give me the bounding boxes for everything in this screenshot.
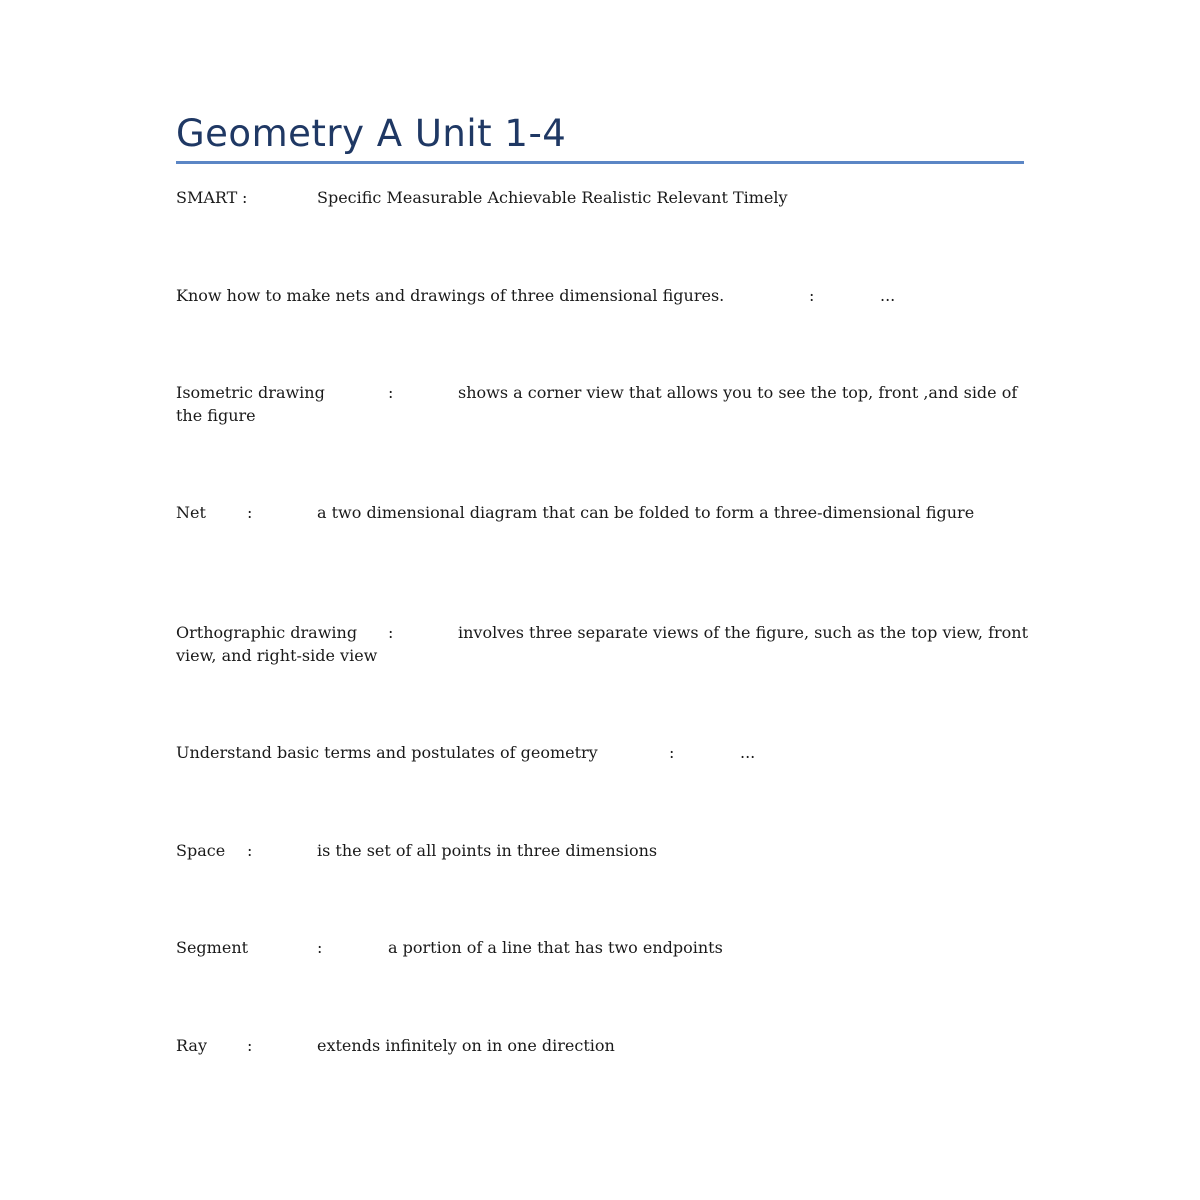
entry-term: Isometric drawing [176,383,325,402]
entry-colon: : [809,286,815,305]
entry-definition: Specific Measurable Achievable Realistic Relevant Timely [317,188,788,207]
entry-term: Understand basic terms and postulates of geometry [176,743,598,762]
entry-term: Segment [176,938,249,957]
entry-basic-terms-objective [176,741,1036,764]
entry-colon: : [247,1036,253,1055]
entry-term: Orthographic drawing [176,623,358,642]
entry-definition: extends infinitely on in one direction [317,1036,615,1055]
entry-colon: : [242,188,248,207]
entry-term: Net [176,503,206,522]
entry-space [176,839,1036,862]
entry-orthographic-drawing [176,621,1036,667]
document-title: Geometry A Unit 1-4 [176,112,567,155]
title-underline [176,161,1024,164]
entry-colon: : [247,841,253,860]
entry-definition: shows a corner view that allows you to see the top, front ,and side of the figure [176,383,1018,425]
entry-segment [176,936,1036,959]
entry-colon: : [247,503,253,522]
entry-colon: : [388,383,394,402]
entry-term: Know how to make nets and drawings of three dimensional figures. [176,286,725,305]
entry-definition: ... [880,286,896,305]
entry-term: Ray [176,1036,207,1055]
entry-definition: involves three separate views of the figure, such as the top view, front view, and right-side view [176,623,1029,665]
entry-isometric-drawing [176,381,1036,427]
entry-definition: a portion of a line that has two endpoints [388,938,723,957]
entry-term: Space [176,841,226,860]
entry-term: SMART [176,188,238,207]
entry-definition: a two dimensional diagram that can be folded to form a three-dimensional figure [317,503,975,522]
entry-definition: is the set of all points in three dimensions [317,841,658,860]
entry-net [176,501,1036,524]
entry-nets-objective [176,284,1036,307]
entry-colon: : [669,743,675,762]
entry-smart [176,186,1036,209]
entry-colon: : [317,938,323,957]
entry-colon: : [388,623,394,642]
entry-definition: ... [740,743,756,762]
entry-ray [176,1034,1036,1057]
